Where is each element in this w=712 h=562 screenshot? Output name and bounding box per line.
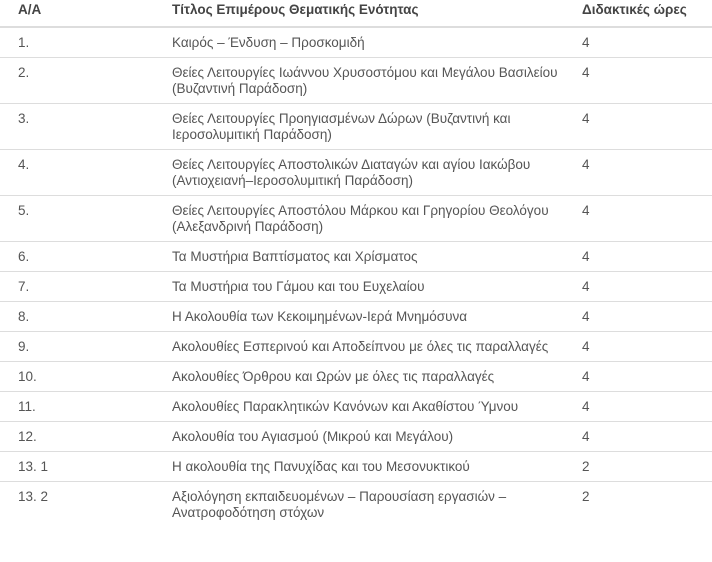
row-index: 1. (0, 27, 160, 58)
row-title: Θείες Λειτουργίες Προηγιασμένων Δώρων (Βυζαντινή και Ιεροσολυμιτική Παράδοση) (160, 104, 570, 150)
table-row (0, 332, 712, 362)
row-title: Ακολουθία του Αγιασμού (Μικρού και Μεγάλου) (160, 422, 570, 452)
table-row (0, 104, 712, 150)
row-title: Η Ακολουθία των Κεκοιμημένων-Ιερά Μνημόσυνα (160, 302, 570, 332)
row-hours: 4 (570, 272, 712, 302)
table-body (0, 27, 712, 527)
row-index: 11. (0, 392, 160, 422)
row-hours: 2 (570, 482, 712, 528)
row-hours: 4 (570, 150, 712, 196)
row-hours: 4 (570, 422, 712, 452)
row-index: 6. (0, 242, 160, 272)
table-row (0, 392, 712, 422)
row-title: Θείες Λειτουργίες Ιωάννου Χρυσοστόμου και Μεγάλου Βασιλείου (Βυζαντινή Παράδοση) (160, 58, 570, 104)
row-title: Τα Μυστήρια Βαπτίσματος και Χρίσματος (160, 242, 570, 272)
row-title: Αξιολόγηση εκπαιδευομένων – Παρουσίαση εργασιών – Ανατροφοδότηση στόχων (160, 482, 570, 528)
row-index: 4. (0, 150, 160, 196)
row-title: Καιρός – Ένδυση – Προσκομιδή (160, 27, 570, 58)
row-title: Ακολουθίες Όρθρου και Ωρών με όλες τις παραλλαγές (160, 362, 570, 392)
row-hours: 4 (570, 302, 712, 332)
row-hours: 4 (570, 242, 712, 272)
row-hours: 4 (570, 392, 712, 422)
row-hours: 4 (570, 332, 712, 362)
header-hours: Διδακτικές ώρες (570, 0, 712, 27)
table-row (0, 150, 712, 196)
row-index: 13. 1 (0, 452, 160, 482)
table-header (0, 0, 712, 27)
header-title: Τίτλος Επιμέρους Θεματικής Ενότητας (160, 0, 570, 27)
row-hours: 4 (570, 196, 712, 242)
header-row (0, 0, 712, 27)
row-title: Η ακολουθία της Πανυχίδας και του Μεσονυκτικού (160, 452, 570, 482)
table-row (0, 272, 712, 302)
row-index: 10. (0, 362, 160, 392)
row-hours: 4 (570, 362, 712, 392)
row-hours: 4 (570, 27, 712, 58)
row-hours: 4 (570, 58, 712, 104)
row-title: Τα Μυστήρια του Γάμου και του Ευχελαίου (160, 272, 570, 302)
row-hours: 4 (570, 104, 712, 150)
row-index: 12. (0, 422, 160, 452)
row-title: Ακολουθίες Εσπερινού και Αποδείπνου με όλες τις παραλλαγές (160, 332, 570, 362)
table-row (0, 58, 712, 104)
table-row (0, 422, 712, 452)
header-index: Α/Α (0, 0, 160, 27)
table-row (0, 196, 712, 242)
row-title: Ακολουθίες Παρακλητικών Κανόνων και Ακαθίστου Ύμνου (160, 392, 570, 422)
row-hours: 2 (570, 452, 712, 482)
row-index: 3. (0, 104, 160, 150)
table-row (0, 242, 712, 272)
row-index: 13. 2 (0, 482, 160, 528)
row-index: 8. (0, 302, 160, 332)
row-title: Θείες Λειτουργίες Αποστολικών Διαταγών και αγίου Ιακώβου (Αντιοχειανή–Ιεροσολυμιτική Παράδοση) (160, 150, 570, 196)
table-row (0, 482, 712, 528)
row-index: 7. (0, 272, 160, 302)
table-row (0, 302, 712, 332)
row-index: 5. (0, 196, 160, 242)
row-index: 9. (0, 332, 160, 362)
table-row (0, 452, 712, 482)
row-title: Θείες Λειτουργίες Αποστόλου Μάρκου και Γρηγορίου Θεολόγου (Αλεξανδρινή Παράδοση) (160, 196, 570, 242)
row-index: 2. (0, 58, 160, 104)
table-row (0, 27, 712, 58)
table-row (0, 362, 712, 392)
